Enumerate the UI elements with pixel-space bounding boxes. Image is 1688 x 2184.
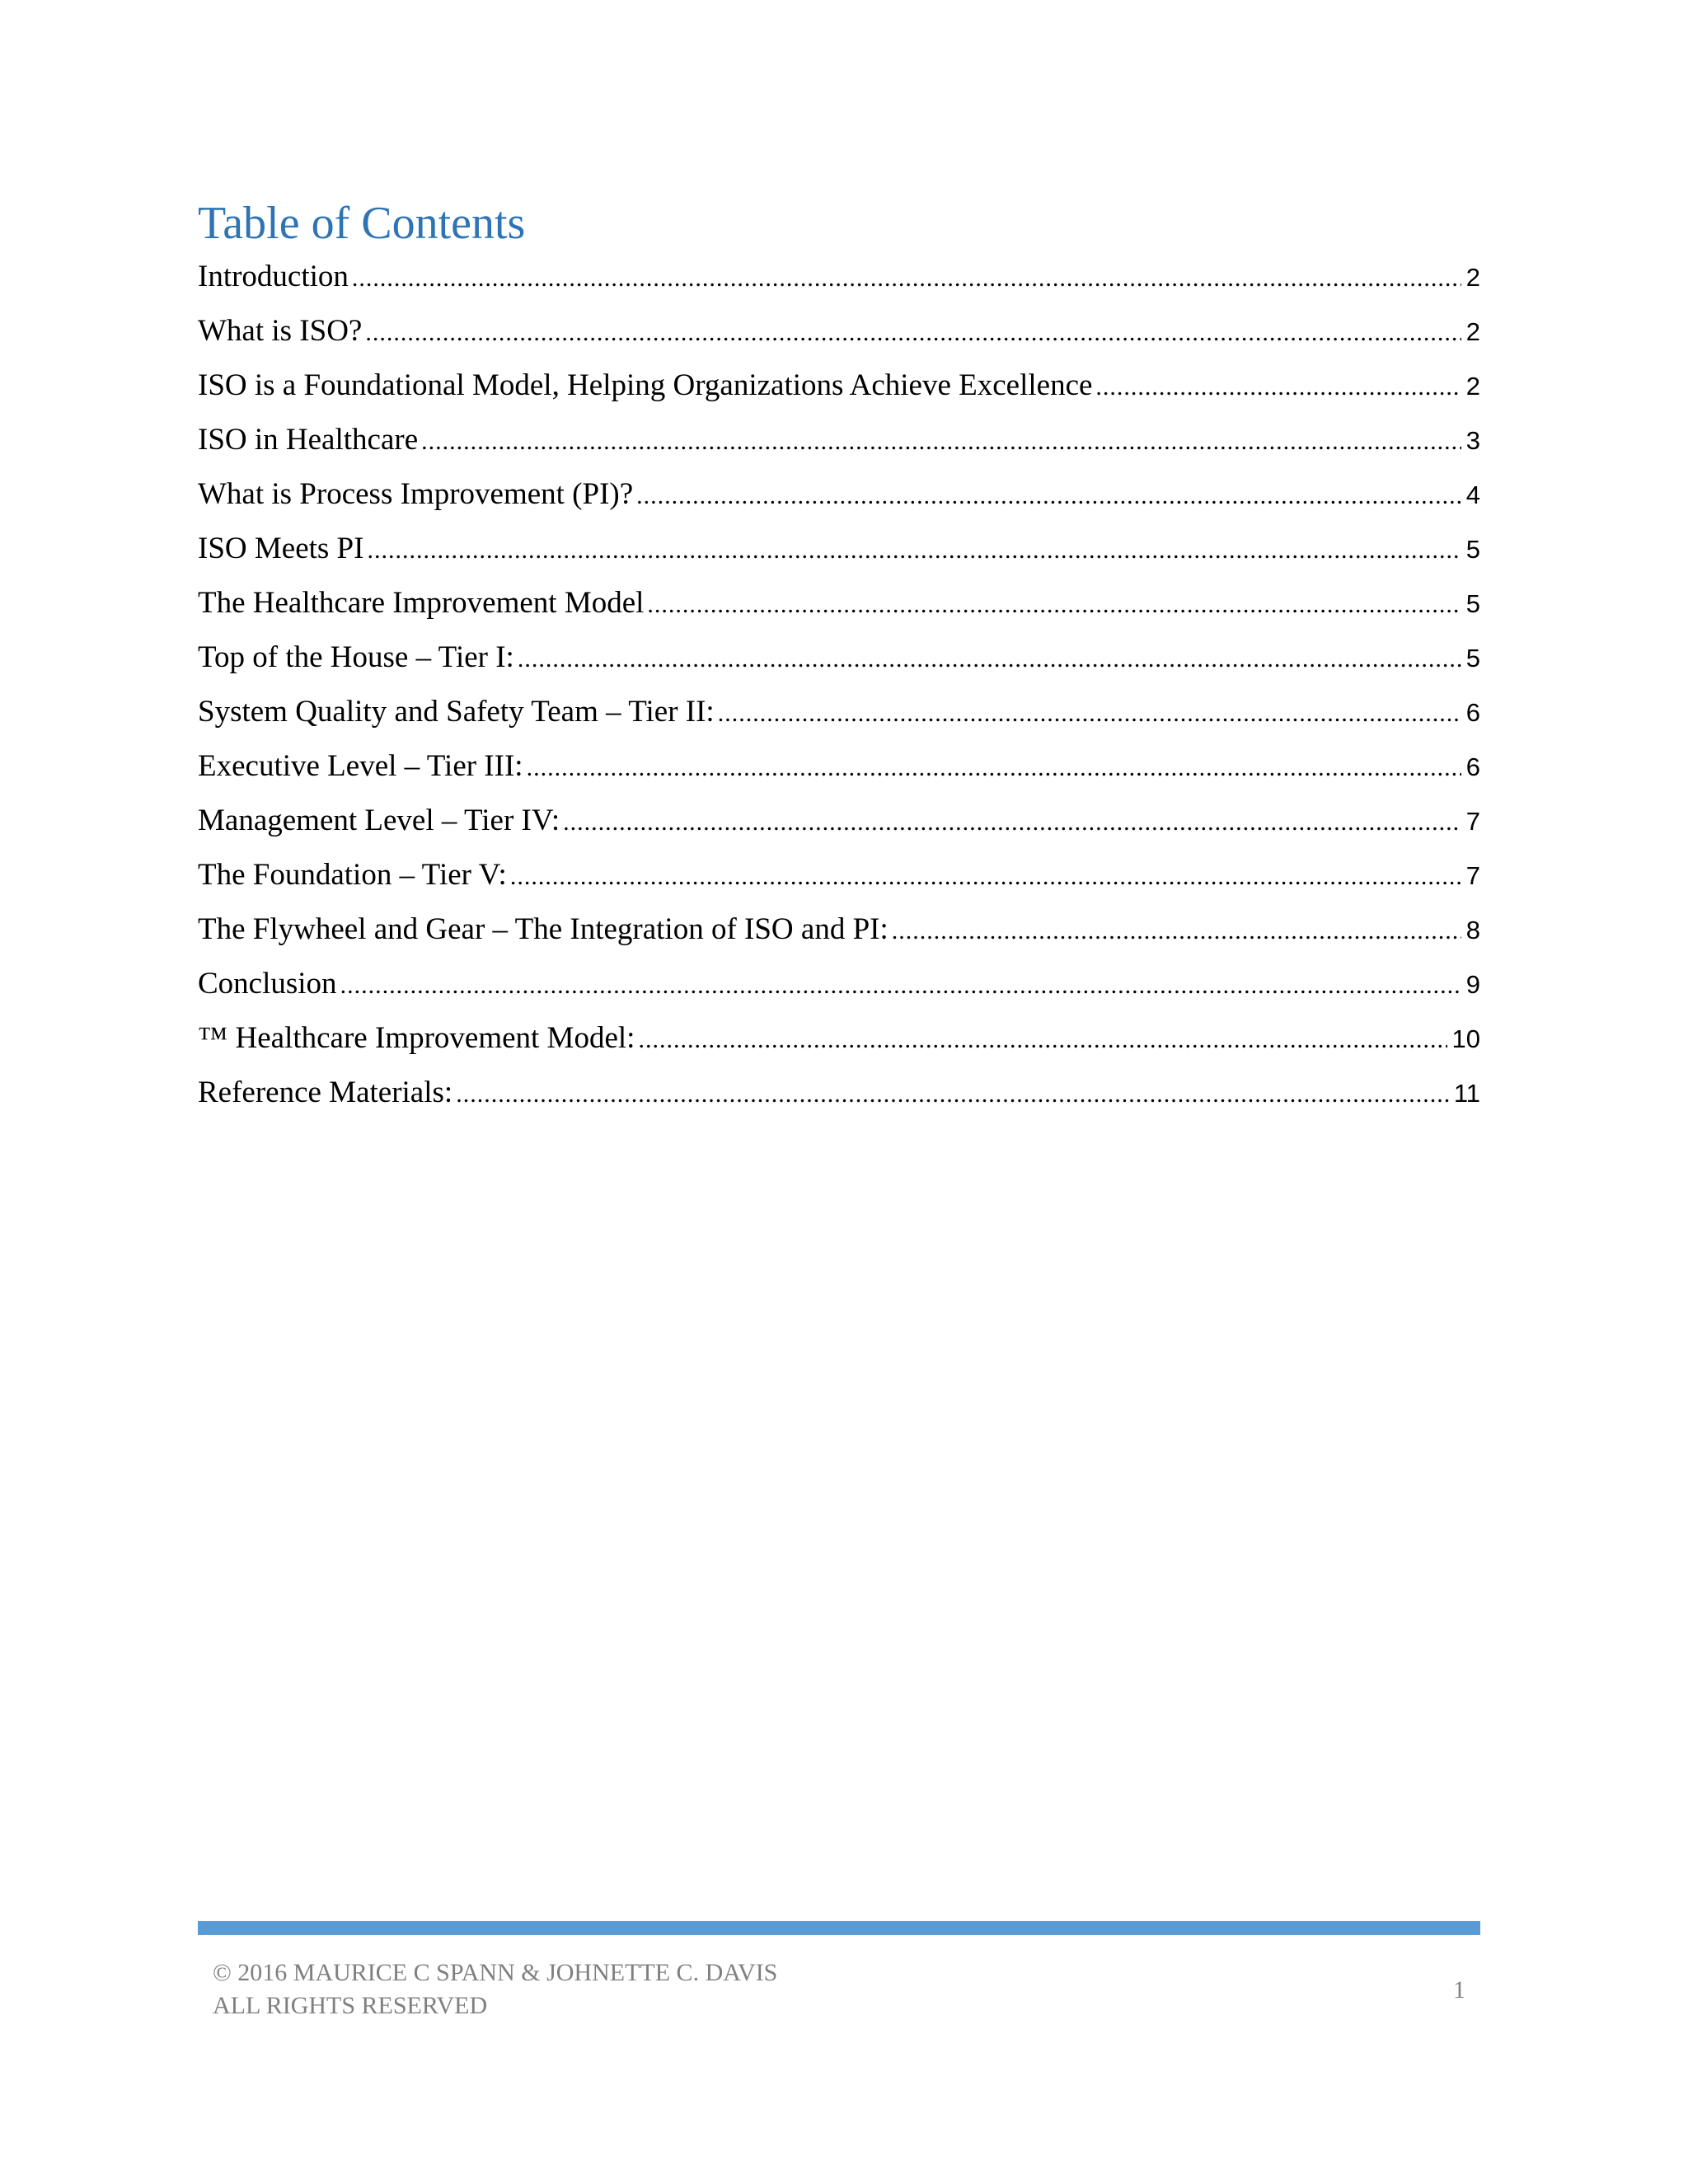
toc-leader-dots xyxy=(518,632,1461,685)
footer-copyright: © 2016 MAURICE C SPANN & JOHNETTE C. DAVIS xyxy=(213,1959,778,1986)
toc-entry-page[interactable]: 7 xyxy=(1465,861,1480,890)
toc-entry-foundational-model[interactable] xyxy=(198,359,1480,413)
toc-entry-text[interactable]: What is Process Improvement (PI)? xyxy=(198,477,634,511)
toc-leader-dots xyxy=(421,415,1461,467)
toc-entry-page[interactable]: 11 xyxy=(1453,1079,1480,1108)
toc-leader-dots xyxy=(636,469,1461,522)
toc-entry-tier-3[interactable] xyxy=(198,739,1480,794)
toc-entry-page[interactable]: 8 xyxy=(1465,916,1480,944)
toc-leader-dots xyxy=(340,958,1461,1011)
toc-entry-tm-healthcare-improvement-model[interactable] xyxy=(198,1011,1480,1066)
toc-entry-page[interactable]: 6 xyxy=(1465,752,1480,781)
toc-entry-flywheel-and-gear[interactable] xyxy=(198,902,1480,957)
toc-leader-dots xyxy=(527,741,1461,794)
toc-entry-page[interactable]: 10 xyxy=(1451,1024,1480,1053)
toc-leader-dots xyxy=(456,1067,1449,1120)
toc-entry-page[interactable]: 2 xyxy=(1465,317,1480,346)
toc-entry-text[interactable]: Conclusion xyxy=(198,967,337,1001)
toc-entry-iso-meets-pi[interactable] xyxy=(198,522,1480,576)
toc-leader-dots xyxy=(352,251,1461,304)
footer-rights: ALL RIGHTS RESERVED xyxy=(213,1992,488,2019)
toc-entry-text[interactable]: ISO Meets PI xyxy=(198,532,364,565)
footer-divider-bar xyxy=(198,1921,1480,1935)
toc-entry-text[interactable]: Executive Level – Tier III: xyxy=(198,749,523,783)
toc-entry-page[interactable]: 5 xyxy=(1465,589,1480,618)
toc-entry-text[interactable]: What is ISO? xyxy=(198,314,363,348)
toc-entry-text[interactable]: The Foundation – Tier V: xyxy=(198,858,507,892)
toc-entry-text[interactable]: ™ Healthcare Improvement Model: xyxy=(198,1021,635,1055)
toc-entry-what-is-iso[interactable] xyxy=(198,304,1480,359)
toc-entry-page[interactable]: 6 xyxy=(1465,698,1480,727)
toc-leader-dots xyxy=(365,306,1461,359)
toc-entry-reference-materials[interactable] xyxy=(198,1066,1480,1120)
toc-entry-page[interactable]: 2 xyxy=(1465,263,1480,292)
toc-entry-page[interactable]: 3 xyxy=(1465,426,1480,455)
toc-leader-dots xyxy=(718,687,1461,739)
toc-entry-page[interactable]: 5 xyxy=(1465,644,1480,673)
toc-entry-text[interactable]: System Quality and Safety Team – Tier II: xyxy=(198,695,715,729)
toc-leader-dots xyxy=(892,904,1461,957)
toc-entry-page[interactable]: 2 xyxy=(1465,372,1480,401)
toc-entry-text[interactable]: Introduction xyxy=(198,260,349,293)
toc-leader-dots xyxy=(1095,360,1461,413)
toc-leader-dots xyxy=(647,578,1461,630)
toc-entry-introduction[interactable] xyxy=(198,250,1480,304)
toc-entry-healthcare-improvement-model[interactable] xyxy=(198,576,1480,630)
toc-leader-dots xyxy=(638,1013,1447,1066)
footer-page-number: 1 xyxy=(1453,1976,1465,2004)
toc-leader-dots xyxy=(510,850,1461,902)
toc-entry-text[interactable]: Reference Materials: xyxy=(198,1076,453,1109)
toc-entry-text[interactable]: The Flywheel and Gear – The Integration of ISO and PI: xyxy=(198,912,889,946)
toc-entry-tier-4[interactable] xyxy=(198,794,1480,848)
toc-entry-conclusion[interactable] xyxy=(198,957,1480,1011)
toc-leader-dots xyxy=(563,795,1461,848)
toc-leader-dots xyxy=(367,523,1461,576)
toc-entry-tier-2[interactable] xyxy=(198,685,1480,739)
toc-entry-what-is-pi[interactable] xyxy=(198,467,1480,522)
toc-entry-page[interactable]: 5 xyxy=(1465,535,1480,564)
toc-entry-page[interactable]: 7 xyxy=(1465,807,1480,836)
toc-entry-page[interactable]: 4 xyxy=(1465,480,1480,509)
toc-entry-text[interactable]: The Healthcare Improvement Model xyxy=(198,586,645,620)
toc-list xyxy=(198,250,1480,1120)
footer-copyright-block xyxy=(213,1957,777,2022)
toc-title: Table of Contents xyxy=(198,198,526,249)
toc-entry-text[interactable]: Top of the House – Tier I: xyxy=(198,640,514,674)
toc-entry-text[interactable]: Management Level – Tier IV: xyxy=(198,804,560,837)
toc-entry-tier-5[interactable] xyxy=(198,848,1480,902)
toc-entry-iso-in-healthcare[interactable] xyxy=(198,413,1480,467)
toc-entry-page[interactable]: 9 xyxy=(1465,970,1480,999)
toc-entry-text[interactable]: ISO in Healthcare xyxy=(198,423,419,457)
toc-entry-tier-1[interactable] xyxy=(198,630,1480,685)
toc-entry-text[interactable]: ISO is a Foundational Model, Helping Organizations Achieve Excellence xyxy=(198,368,1093,402)
